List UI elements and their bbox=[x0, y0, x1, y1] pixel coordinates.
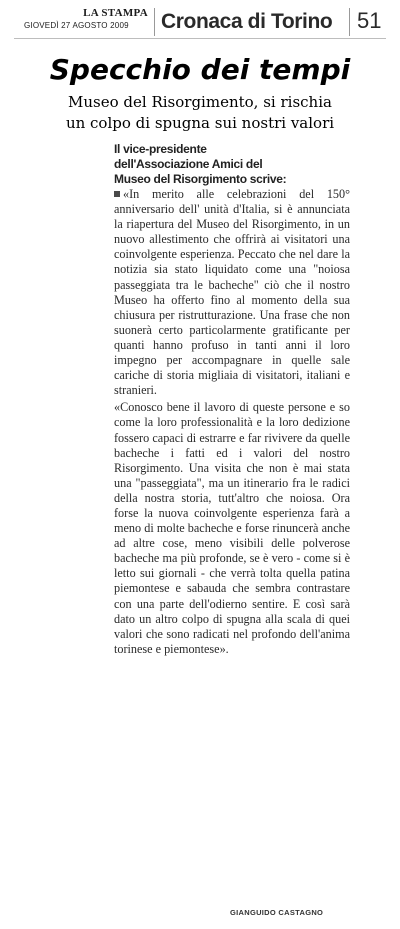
header-divider bbox=[154, 8, 155, 36]
page-number: 51 bbox=[357, 8, 382, 33]
body-paragraph bbox=[114, 400, 350, 657]
header-divider bbox=[349, 8, 350, 36]
page-header bbox=[14, 4, 386, 39]
intro-line: Il vice-presidente bbox=[114, 142, 207, 156]
body-paragraph bbox=[114, 187, 350, 398]
section-title: Cronaca di Torino bbox=[161, 10, 333, 33]
article-headline bbox=[0, 92, 400, 134]
headline-line: Museo del Risorgimento, si rischia bbox=[68, 93, 332, 111]
newspaper-masthead bbox=[24, 7, 148, 31]
paragraph-text: «In merito alle celebrazioni del 150° anniversario dell' unità d'Italia, si è annunciata la riapertura del Museo del Risorgimento, in un nuovo allestimento che offrirà ai visitatori una coinvolgente esperienza. Peccato che nel dare la notizia sia stato liquidato come una "noiosa passeggiata tra le bacheche" ciò che il nostro Museo ha offerto fino al momento della sua chiusura per ristrutturazione. Una frase che non suonerà certo particolarmente gratificante per quanti hanno profuso in tanti anni il loro impegno per accompagnare in quelle sale cariche di storia migliaia di visitatori, italiani e stranieri. bbox=[114, 187, 350, 398]
column-rubric: Specchio dei tempi bbox=[49, 53, 351, 86]
article-body bbox=[114, 187, 350, 657]
intro-line: Museo del Risorgimento scrive: bbox=[114, 172, 287, 186]
paragraph-marker-icon bbox=[114, 191, 120, 197]
issue-date: GIOVEDÌ 27 AGOSTO 2009 bbox=[24, 21, 129, 30]
article-intro bbox=[114, 142, 350, 187]
headline-line: un colpo di spugna sui nostri valori bbox=[65, 114, 335, 132]
paragraph-text: «Conosco bene il lavoro di queste persone e so come la loro professionalità e la loro dedizione fossero capaci di estrarre e far rivivere da quelle bacheche i fatti ed i valori del nostro Risorgimento. Una visita che non è mai stata una "passeggiata", ma un itinerario fra le radici della nostra storia, tutt'altro che noiosa. Ora forse la nuova coinvolgente esperienza farà a meno di molte bacheche e forse rinuncerà anche ad altre cose, meno visibili delle polverose bacheche ma più profonde, se è vero - come si è letto sui giornali - che verrà tolta quella patina piemontese e sabauda che sembra contrastare con una parte dell'odierno sentire. E così sarà dato un altro colpo di spugna alla scala di quei valori che sono radicati nel profondo dell'anima torinese e piemontese». bbox=[114, 400, 350, 656]
intro-line: dell'Associazione Amici del bbox=[114, 157, 263, 171]
author-byline: GIANGUIDO CASTAGNO bbox=[230, 908, 324, 917]
newspaper-logo: LA STAMPA bbox=[83, 7, 148, 19]
